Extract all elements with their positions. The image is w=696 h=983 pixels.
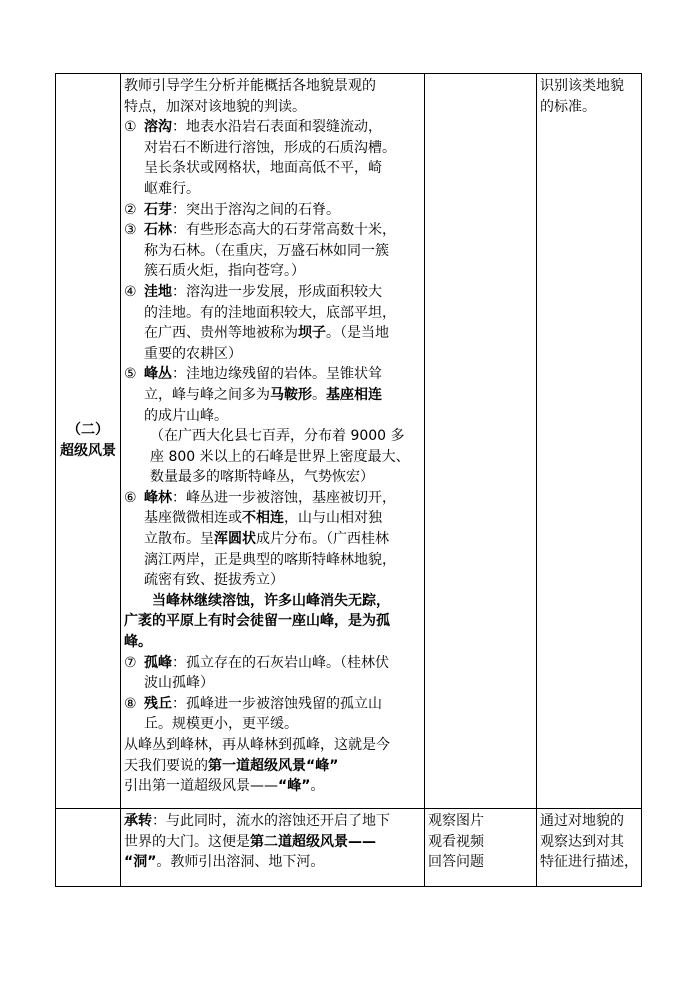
text: 。 (310, 778, 325, 795)
text-bold: 不相连 (242, 510, 284, 527)
text-bold: 马鞍形 (270, 386, 312, 403)
landform-item (124, 200, 421, 221)
note-block (124, 426, 421, 488)
term-bold: 石林 (144, 222, 172, 239)
term-bold: 峰林 (144, 489, 172, 506)
item-number: ① (124, 119, 137, 136)
intent-line: 通过对地貌的 (540, 813, 624, 829)
bold-line: 广袤的平原上有时会徒留一座山峰，是为孤 (124, 613, 390, 630)
text: ：溶沟进一步发展，形成面积较大 (172, 283, 382, 300)
text: ：峰丛进一步被溶蚀，基座被切开， (172, 489, 396, 506)
text: 呈长条状或网格状，地面高低不平，崎 (144, 160, 382, 177)
student-activity-cell (425, 809, 537, 887)
text: 立散布。呈 (144, 531, 214, 548)
section-title: 超级风景 (60, 443, 116, 459)
text-bold: “洞” (124, 854, 157, 871)
landform-item (124, 117, 421, 199)
bold-paragraph (124, 591, 421, 653)
activity-line: 回答问题 (428, 854, 484, 871)
note-line: 数量最多的喀斯特峰丛，气势恢宏） (150, 469, 374, 486)
text: 。 (312, 386, 326, 403)
intent-line: 特征进行描述， (540, 854, 638, 871)
text: 重要的农耕区） (144, 345, 242, 362)
item-number: ⑤ (124, 366, 137, 383)
text: ：孤立存在的石灰岩山峰。（桂林伏 (172, 654, 389, 671)
text: ：有些形态高大的石芽常高数十米， (172, 222, 396, 239)
bold-line: 当峰林继续溶蚀，许多山峰消失无踪， (152, 592, 390, 609)
section-number: （二） (67, 422, 109, 439)
text: ：地表水沿岩石表面和裂缝流动， (172, 119, 382, 136)
intent-line: 识别该类地貌 (540, 78, 624, 94)
landform-item (124, 364, 421, 426)
item-number: ⑥ (124, 489, 137, 506)
text: 岖难行。 (144, 180, 200, 197)
landform-item (124, 653, 421, 694)
text: 对岩石不断进行溶蚀，形成的石质沟槽。 (144, 139, 396, 156)
note-line: 座 800 米以上的石峰是世界上密度最大、 (150, 448, 410, 465)
term-bold: 石芽 (144, 201, 172, 218)
content-cell (121, 74, 425, 809)
section-label-cell (56, 809, 121, 887)
term-bold: 孤峰 (144, 654, 172, 671)
student-activity-cell (425, 74, 537, 809)
content-cell (121, 809, 425, 887)
text: ：突出于溶沟之间的石脊。 (172, 201, 340, 218)
text-bold: 基座相连 (326, 386, 382, 403)
intro-line: 特点，加深对该地貌的判读。 (124, 98, 306, 115)
term-bold: 承转 (124, 813, 152, 829)
intro-line: 教师引导学生分析并能概括各地貌景观的 (124, 78, 376, 94)
design-intent-cell (537, 74, 642, 809)
text: ：洼地边缘残留的岩体。呈锥状耸 (172, 366, 382, 383)
text-bold: “峰” (278, 778, 311, 795)
activity-line: 观察图片 (428, 813, 484, 829)
landform-item (124, 220, 421, 282)
item-number: ② (124, 201, 137, 218)
text: ：与此同时，流水的溶蚀还开启了地下 (152, 813, 390, 829)
landform-item (124, 282, 421, 364)
term-bold: 洼地 (144, 283, 172, 300)
item-number: ⑦ (124, 654, 137, 671)
intent-line: 的标准。 (540, 98, 596, 115)
term-bold: 溶沟 (144, 119, 172, 136)
text-bold: 坝子 (298, 325, 326, 342)
text-bold: 浑圆状 (214, 531, 256, 548)
text: 。（是当地 (326, 325, 389, 342)
landform-item (124, 694, 421, 735)
text: 的洼地。有的洼地面积较大，底部平坦， (144, 304, 396, 321)
text: 波山孤峰） (144, 675, 214, 692)
text: 疏密有致、挺拔秀立） (144, 572, 284, 589)
outro-line: 从峰丛到峰林，再从峰林到孤峰，这就是今 (124, 737, 390, 753)
landform-item (124, 488, 421, 591)
activity-line: 观看视频 (428, 833, 484, 850)
text: 世界的大门。这便是 (124, 833, 250, 850)
text: 成片分布。（广西桂林 (256, 531, 389, 548)
intent-line: 观察达到对其 (540, 833, 624, 850)
text: 丘。规模更小，更平缓。 (144, 716, 298, 733)
item-number: ③ (124, 222, 137, 239)
text: ，山与山相对独 (284, 510, 382, 527)
text: 漓江两岸，正是典型的喀斯特峰林地貌， (144, 551, 396, 568)
lesson-plan-table (55, 73, 642, 887)
text: 。教师引出溶洞、地下河。 (156, 854, 325, 871)
text: 在广西、贵州等地被称为 (144, 325, 298, 342)
section-label-cell (56, 74, 121, 809)
table-row (56, 74, 642, 809)
note-line: （在广西大化县七百弄，分布着 9000 多 (150, 428, 405, 445)
item-number: ⑧ (124, 695, 137, 712)
text: 的成片山峰。 (144, 407, 228, 424)
design-intent-cell (537, 809, 642, 887)
text: 立，峰与峰之间多为 (144, 386, 270, 403)
text-bold: 第二道超级风景—— (250, 833, 376, 850)
text-bold: 第一道超级风景“峰” (208, 757, 339, 774)
text: 基座微微相连或 (144, 510, 242, 527)
term-bold: 残丘 (144, 695, 172, 712)
bold-line: 峰。 (124, 634, 152, 651)
text: 簇石质火炬，指向苍穹。） (144, 263, 305, 280)
text: 引出第一道超级风景—— (124, 778, 278, 795)
item-number: ④ (124, 283, 137, 300)
text: ：孤峰进一步被溶蚀残留的孤立山 (172, 695, 382, 712)
text: 称为石林。（在重庆，万盛石林如同一簇 (144, 242, 389, 259)
term-bold: 峰丛 (144, 366, 172, 383)
text: 天我们要说的 (124, 757, 208, 774)
table-row (56, 809, 642, 887)
